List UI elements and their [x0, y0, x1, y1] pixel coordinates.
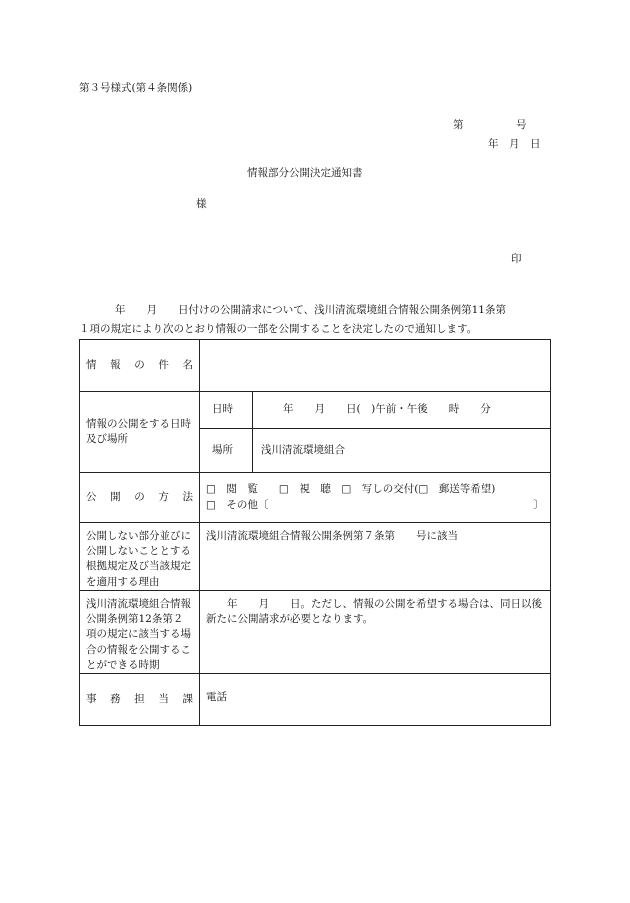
method-label: 公 開 の 方 法 [80, 473, 200, 523]
method-row [80, 473, 551, 523]
period-label: 浅川清流環境組合情報公開条例第12条第２項の規定に該当する場合の情報を公開することができる時期 [80, 591, 200, 674]
subject-row [80, 340, 551, 392]
reason-row [80, 523, 551, 591]
disclosure-form-table [79, 339, 551, 726]
schedule-label: 情報の公開をする日時及び場所 [80, 392, 200, 473]
method-options-line-1: □ 閲 覧 □ 視 聴 □ 写しの交付(□ 郵送等希望) [206, 483, 496, 496]
body-text-line-1: 年 月 日付けの公開請求について、浅川清流環境組合情報公開条例第11条第 [115, 304, 506, 316]
schedule-row [80, 392, 551, 473]
body-text-line-2: １項の規定により次のとおり情報の一部を公開することを決定したので通知します。 [79, 323, 478, 335]
period-row [80, 591, 551, 674]
reason-value: 浅川清流環境組合情報公開条例第７条第 号に該当 [200, 523, 551, 591]
form-number: 第３号様式(第４条関係) [79, 82, 193, 94]
period-value: 年 月 日。ただし、情報の公開を希望する場合は、同日以後新たに公開請求が必要となります。 [200, 591, 551, 674]
document-number: 第 号 [453, 119, 527, 131]
department-phone: 電話 [200, 674, 551, 726]
subject-value [200, 340, 551, 392]
subject-label: 情 報 の 件 名 [80, 340, 200, 392]
document-title: 情報部分公開決定通知書 [247, 167, 363, 179]
method-options-line-2 [206, 498, 544, 513]
method-other-close: 〕 [533, 498, 544, 511]
method-other-option: □ その他〔 [206, 498, 269, 511]
seal-mark: 印 [511, 253, 522, 265]
place-label: 場所 [200, 428, 253, 472]
department-label: 事 務 担 当 課 [80, 674, 200, 726]
reason-label: 公開しない部分並びに公開しないこととする根拠規定及び当該規定を適用する理由 [80, 523, 200, 591]
method-options [200, 473, 551, 523]
addressee-suffix: 様 [196, 198, 207, 210]
department-row [80, 674, 551, 726]
time-label: 日時 [200, 392, 253, 428]
time-value: 年 月 日( )午前・午後 時 分 [283, 403, 491, 416]
schedule-subtable [200, 392, 550, 472]
schedule-cell [200, 392, 551, 473]
place-value: 浅川清流環境組合 [253, 428, 551, 472]
issue-date: 年 月 日 [488, 138, 541, 150]
